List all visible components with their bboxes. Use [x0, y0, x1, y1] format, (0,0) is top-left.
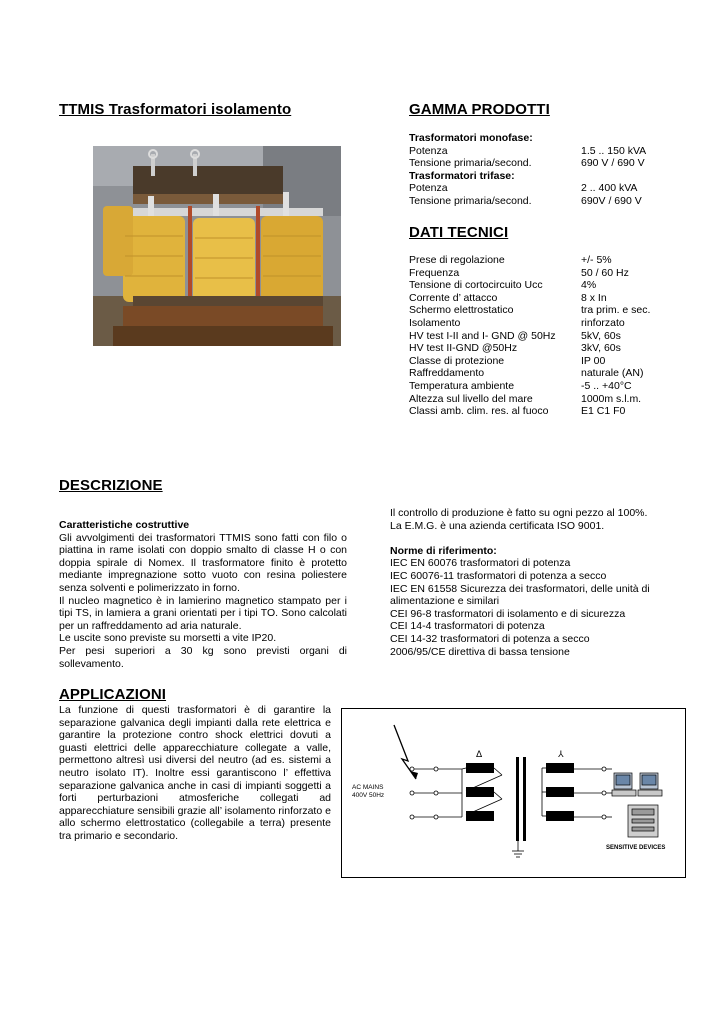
diagram-svg — [342, 709, 685, 877]
dati-value: 3kV, 60s — [581, 342, 621, 355]
dati-label: Isolamento — [409, 316, 461, 329]
dati-label: Classe di protezione — [409, 354, 505, 367]
production-line: La E.M.G. è una azienda certificata ISO 9001. — [390, 519, 605, 532]
dati-row — [409, 254, 679, 267]
desc-paragraph: Il nucleo magnetico è in lamierino magnetico stampato per i tipi TS, in lamiera a grani orientati per i tipi TO. Sono calcolati per un raffreddamento ad aria naturale. — [59, 594, 347, 632]
dati-value: 8 x In — [581, 291, 607, 304]
delta-symbol: Δ — [476, 750, 483, 760]
desc-subheading: Caratteristiche costruttive — [59, 519, 190, 531]
gamma-title: GAMMA PRODOTTI — [409, 101, 550, 118]
dati-row — [409, 355, 679, 368]
dati-label: Altezza sul livello del mare — [409, 392, 533, 405]
dati-label: HV test I-II and I- GND @ 50Hz — [409, 329, 556, 342]
production-line: Il controllo di produzione è fatto su ogni pezzo al 100%. — [390, 507, 648, 519]
norme-item: IEC 60076-11 trasformatori di potenza a secco — [390, 569, 607, 582]
gamma-row: Tensione primaria/second. 690 V / 690 V — [409, 157, 645, 170]
norme-item: CEI 14-32 trasformatori di potenza a secco — [390, 632, 590, 645]
dati-value: +/- 5% — [581, 254, 612, 266]
norme-item: 2006/95/CE direttiva di bassa tensione — [390, 645, 570, 658]
page-title: TTMIS Trasformatori isolamento — [59, 101, 292, 118]
norme-item: IEC EN 61558 Sicurezza dei trasformatori, delle unità di alimentazione e similari — [390, 582, 650, 608]
descrizione-left — [59, 519, 347, 670]
descrizione-title: DESCRIZIONE — [59, 477, 163, 494]
dati-value: rinforzato — [581, 316, 625, 329]
dati-value: naturale (AN) — [581, 367, 644, 380]
transformer-photo — [93, 146, 341, 346]
dati-row — [409, 304, 679, 317]
dati-value: 1000m s.l.m. — [581, 392, 642, 405]
dati-label: Raffreddamento — [409, 367, 485, 380]
dati-row — [409, 317, 679, 330]
descrizione-right — [390, 507, 675, 658]
dati-row — [409, 380, 679, 393]
desc-paragraph: Gli avvolgimenti dei trasformatori TTMIS sono fatti con filo o piattina in rame isolati con doppio smalto di classe H o con doppia spirale di Nomex. Il trasformatore finito è protetto mediante impregnazione sotto vuoto con resina poliestere senza solventi e polimerizzato in forno. — [59, 531, 347, 594]
star-symbol: ⅄ — [558, 750, 564, 760]
dati-value: 4% — [581, 279, 597, 292]
dati-table — [409, 254, 679, 418]
norme-heading: Norme di riferimento: — [390, 544, 497, 557]
dati-row — [409, 367, 679, 380]
computer-icon — [612, 773, 636, 796]
norme-item: IEC EN 60076 trasformatori di potenza — [390, 557, 571, 570]
mains-voltage-label: 400V 50Hz — [352, 792, 385, 799]
dati-label: Classi amb. clim. res. al fuoco — [409, 405, 549, 418]
norme-item: CEI 14-4 trasformatori di potenza — [390, 620, 545, 633]
dati-label: Prese di regolazione — [409, 254, 505, 266]
dati-row — [409, 393, 679, 406]
dati-label: Temperatura ambiente — [409, 379, 515, 392]
tri-heading: Trasformatori trifase: — [409, 169, 515, 182]
dati-row — [409, 330, 679, 343]
dati-value: 50 / 60 Hz — [581, 266, 629, 279]
dati-value: -5 .. +40°C — [581, 379, 632, 392]
norme-item: CEI 96-8 trasformatori di isolamento e di sicurezza — [390, 607, 626, 620]
devices-label: SENSITIVE DEVICES — [606, 845, 666, 851]
gamma-table — [409, 132, 679, 208]
server-icon — [628, 805, 658, 837]
dati-value: IP 00 — [581, 354, 606, 367]
dati-value: tra prim. e sec. — [581, 304, 651, 317]
dati-label: Tensione di cortocircuito Ucc — [409, 279, 543, 292]
mono-heading: Trasformatori monofase: — [409, 132, 533, 144]
dati-label: Schermo elettrostatico — [409, 304, 514, 317]
ground-icon — [512, 851, 524, 857]
dati-label: Frequenza — [409, 266, 460, 279]
dati-value: E1 C1 F0 — [581, 405, 626, 418]
gamma-row: Tensione primaria/second. 690V / 690 V — [409, 194, 642, 207]
dati-row — [409, 405, 679, 418]
desc-paragraph: Le uscite sono previste su morsetti a vite IP20. — [59, 632, 277, 645]
dati-row — [409, 279, 679, 292]
gamma-row: Potenza 1.5 .. 150 kVA — [409, 144, 647, 157]
dati-row — [409, 267, 679, 280]
desc-paragraph: Per pesi superiori a 30 kg sono previsti organi di sollevamento. — [59, 644, 347, 670]
mains-label: AC MAINS — [352, 784, 384, 791]
dati-label: Corrente d’ attacco — [409, 291, 498, 304]
isolation-diagram — [341, 708, 686, 878]
applicazioni-title: APPLICAZIONI — [59, 686, 167, 703]
applicazioni-text: La funzione di questi trasformatori è di garantire la separazione galvanica degli impianti dalla rete elettrica e garantire la protezione contro shock elettrici dovuti a guasti elettrici delle apparecchiature collegate a valle, permettono altresì usi diversi del neutro (ad es. sistemi a neutro isolato IT). Inoltre essi garantiscono l’ effettiva separazione galvanica anche in casi di impianti soggetti a forti perturbazioni atmosferiche collegati ad apparecchiature sensibili grazie all’ isolamento rinforzato e allo schermo elettrostatico (collegabile a terra) presente tra primario e secondario. — [59, 704, 331, 842]
dati-title: DATI TECNICI — [409, 224, 509, 241]
gamma-row: Potenza 2 .. 400 kVA — [409, 182, 638, 195]
dati-row — [409, 342, 679, 355]
printer-icon — [638, 773, 662, 796]
dati-value: 5kV, 60s — [581, 329, 621, 342]
dati-row — [409, 292, 679, 305]
dati-label: HV test II-GND @50Hz — [409, 342, 518, 355]
